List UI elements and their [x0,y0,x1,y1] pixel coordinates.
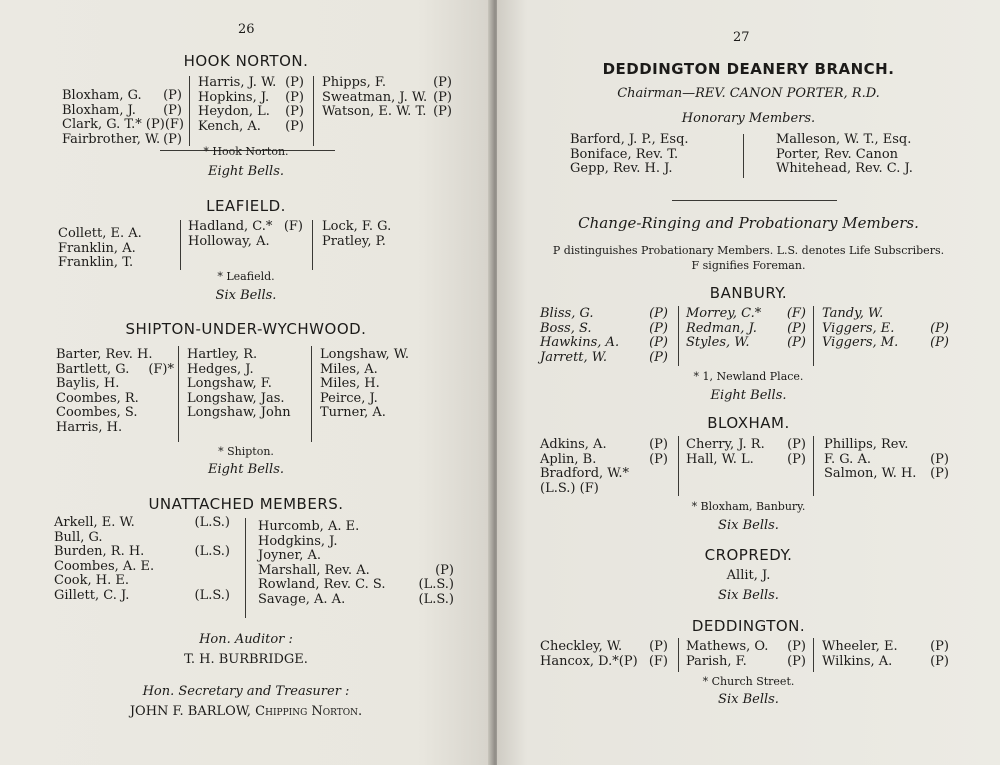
member-row: Boniface, Rev. T. [570,146,679,162]
member-name: Arkell, E. W. [54,515,135,530]
hook-norton-col1 [62,89,182,147]
divider [743,134,744,178]
member-row [540,336,668,351]
member-row [198,120,304,135]
member-row: Barford, J. P., Esq. [570,132,689,147]
member-name: Rowland, Rev. C. S. [258,577,386,592]
member-name: Bull, G. [54,529,103,545]
member-mark: (L.S.) [418,577,454,592]
chairman: Chairman—REV. CANON PORTER, R.D. [617,86,880,101]
bloxham-col1 [540,438,668,496]
member-row [58,227,178,242]
member-row [824,438,949,453]
member-name: Wilkins, A. [822,653,893,669]
shipton-bells: Eight Bells. [207,462,285,477]
member-name: F. G. A. [824,451,871,467]
member-row [54,516,230,531]
member-name: Bloxham, G. [62,88,142,103]
honorary-col2 [776,133,946,177]
member-name: Longshaw, Jas. [187,390,285,406]
member-row [198,105,304,120]
member-mark: (P) [285,104,304,119]
member-row [540,322,668,337]
member-name: Joyner, A. [258,548,322,563]
member-name: Hadland, C.* [188,219,273,234]
member-row [686,438,806,453]
banbury-note: * 1, Newland Place. [693,370,804,383]
honorary-col1 [570,133,740,177]
member-row [540,351,668,366]
member-mark: (P) [649,437,668,452]
member-mark: (P) [649,335,668,350]
member-row [187,377,307,392]
member-name: Hall, W. L. [686,451,754,467]
divider [312,220,313,270]
member-name: Phipps, F. [322,75,386,90]
member-name: Hopkins, J. [198,89,270,105]
member-row [822,307,949,322]
unattached-col1 [54,516,230,603]
member-row [56,392,174,407]
divider [813,638,814,672]
member-row [540,467,668,482]
member-name: Fairbrother, W. [62,131,161,147]
member-name: Lock, F. G. [322,219,392,234]
member-name: Adkins, A. [540,437,607,452]
member-name: Hurcomb, A. E. [258,519,360,534]
auditor-label: Hon. Auditor : [199,632,293,647]
member-name: Heydon, L. [198,104,270,119]
member-row [258,564,454,579]
member-mark: (P) [649,349,668,365]
member-row [54,574,230,589]
member-row [198,91,304,106]
bloxham-col2 [686,438,806,467]
member-row [187,406,307,421]
member-mark: (L.S.) [194,544,230,559]
member-name: Boss, S. [540,320,592,336]
deddington-bells: Six Bells. [718,692,779,707]
member-name: Harris, H. [56,419,123,435]
shipton-col1 [56,348,174,435]
member-name: Collett, E. A. [58,226,142,241]
member-row [540,482,668,497]
member-row [62,118,182,133]
member-row [198,76,304,91]
member-name: Savage, A. A. [258,591,346,607]
member-row [258,549,454,564]
member-name: Burden, R. H. [54,544,145,559]
member-name: Phillips, Rev. [824,437,909,452]
section-title-unattached: UNATTACHED MEMBERS. [148,495,344,513]
member-name: Coombes, A. E. [54,558,155,574]
member-name: Viggers, M. [822,335,899,350]
member-name: Aplin, B. [540,451,597,467]
member-name: Barter, Rev. H. [56,347,153,362]
deddington-note: * Church Street. [702,675,795,688]
member-row [322,105,452,120]
member-row [822,640,949,655]
member-name: Peirce, J. [320,390,378,406]
member-name: Hartley, R. [187,347,258,362]
member-row [822,322,949,337]
member-name: Harris, J. W. [198,75,277,90]
member-row [686,322,806,337]
member-row [320,392,430,407]
leafield-bells: Six Bells. [215,288,277,303]
divider [813,306,814,366]
section-title-shipton: SHIPTON-UNDER-WYCHWOOD. [125,320,367,338]
member-row [686,307,806,322]
member-name: Clark, G. T.* (P) [62,117,165,132]
member-name: Parish, F. [686,653,747,669]
unattached-col2 [258,520,454,607]
member-name: Hancox, D.*(P) [540,653,638,669]
member-row [320,377,430,392]
member-mark: (P) [285,118,304,134]
member-name: Hodgkins, J. [258,533,338,549]
legend-line1: P distinguishes Probationary Members. L.S. denotes Life Subscribers. [552,244,945,257]
divider [313,76,314,146]
member-mark: (F)* [148,361,174,377]
member-row [187,363,307,378]
deddington-col2 [686,640,806,669]
member-row [56,363,174,378]
hook-norton-col3 [322,76,452,120]
member-name: Kench, A. [198,118,261,134]
change-heading: Change-Ringing and Probationary Members. [578,214,919,232]
member-name: Bradford, W.* [540,466,630,481]
member-mark: (L.S.) [194,587,230,603]
member-row [322,220,422,235]
member-name: Viggers, E. [822,320,895,336]
leafield-note: * Leafield. [217,270,275,283]
member-mark: (P) [163,131,182,147]
section-title-hook-norton: HOOK NORTON. [183,52,309,70]
member-row [54,589,230,604]
member-row [188,220,303,235]
legend-line2: F signifies Foreman. [691,259,806,272]
member-row [822,336,949,351]
page-number: 27 [733,30,750,45]
member-mark: (P) [930,320,949,336]
member-mark: (P) [930,451,949,467]
member-name: Pratley, P. [322,233,386,249]
member-row [62,89,182,104]
banbury-bells: Eight Bells. [710,388,787,403]
member-name: Watson, E. W. T. [322,104,427,119]
member-row [258,535,454,550]
member-name: Gillett, C. J. [54,587,130,603]
divider [245,518,246,618]
member-row [686,453,806,468]
member-mark: (F) [283,219,303,234]
member-mark: (F) [164,117,184,132]
bloxham-note: * Bloxham, Banbury. [691,500,806,513]
member-row [258,520,454,535]
member-name: Hawkins, A. [540,335,620,350]
banbury-col2 [686,307,806,351]
member-name: Checkley, W. [540,639,623,654]
member-row [56,377,174,392]
secretary-name: JOHN F. BARLOW, Chipping Norton. [129,704,363,719]
divider [178,346,179,442]
member-row [540,655,668,670]
member-row [822,655,949,670]
member-row [540,640,668,655]
member-mark: (L.S.) [194,515,230,530]
member-mark: (P) [433,89,452,105]
member-name: Coombes, R. [56,390,139,406]
divider [678,436,679,496]
member-row [322,76,452,91]
member-row [258,578,454,593]
member-row [58,242,178,257]
member-mark: (P) [433,104,452,119]
member-name: Baylis, H. [56,376,120,391]
section-title-cropredy: CROPREDY. [704,546,793,564]
section-title-bloxham: BLOXHAM. [707,414,790,432]
divider [311,346,312,442]
member-row [322,235,422,250]
member-mark: (P) [787,653,806,669]
member-mark: (P) [930,653,949,669]
leafield-col1 [58,227,178,271]
member-name: Bliss, G. [540,306,594,321]
deddington-col1 [540,640,668,669]
member-mark: (P) [285,75,304,90]
member-mark: (P) [787,320,806,336]
member-mark: (P) [787,335,806,350]
member-row [686,336,806,351]
member-mark: (P) [285,89,304,105]
member-row [58,256,178,271]
member-row [322,91,452,106]
honorary-heading: Honorary Members. [681,111,816,126]
cropredy-bells: Six Bells. [718,588,779,603]
member-row [320,363,430,378]
secretary-label: Hon. Secretary and Treasurer : [142,684,350,699]
branch-title: DEDDINGTON DEANERY BRANCH. [602,60,895,78]
member-mark: (F) [648,653,668,669]
member-mark: (P) [435,562,454,578]
member-name: Holloway, A. [188,233,270,249]
member-row [56,348,174,363]
member-name: Miles, H. [320,376,380,391]
member-mark: (F) [786,306,806,321]
member-name: Mathews, O. [686,639,769,654]
member-name: Styles, W. [686,335,750,350]
divider [189,76,190,146]
member-row [187,348,307,363]
member-mark: (P) [649,320,668,336]
member-name: Longshaw, F. [187,376,272,391]
bloxham-bells: Six Bells. [718,518,779,533]
member-mark: (P) [930,466,949,481]
member-mark: (P) [649,639,668,654]
member-row [187,392,307,407]
member-name: Longshaw, John [187,405,291,420]
member-row [686,655,806,670]
left-page [0,0,492,765]
member-mark: (P) [433,75,452,90]
member-name: Tandy, W. [822,306,884,321]
member-mark: (P) [930,639,949,654]
member-name: (L.S.) (F) [540,480,599,496]
banbury-col3 [822,307,949,351]
member-row [56,421,174,436]
member-mark: (P) [163,102,182,118]
member-name: Cherry, J. R. [686,437,765,452]
member-name: Longshaw, W. [320,347,410,362]
member-name: Turner, A. [320,405,386,420]
member-mark: (P) [649,451,668,467]
member-name: Hedges, J. [187,361,254,377]
member-name: Marshall, Rev. A. [258,562,370,578]
hook-norton-col2 [198,76,304,134]
member-name: Wheeler, E. [822,639,898,654]
divider [678,306,679,366]
member-row [62,104,182,119]
section-title-leafield: LEAFIELD. [206,197,286,215]
bloxham-col3 [824,438,949,482]
member-name: Morrey, C.* [686,306,762,321]
member-row [56,406,174,421]
member-mark: (P) [649,306,668,321]
member-name: Bartlett, G. [56,361,130,377]
shipton-note: * Shipton. [218,445,274,458]
member-name: Redman, J. [686,320,757,336]
member-row [824,467,949,482]
banbury-col1 [540,307,668,365]
member-row: Porter, Rev. Canon [776,146,899,162]
rule [672,200,837,201]
shipton-col3 [320,348,430,421]
member-name: Sweatman, J. W. [322,89,428,105]
member-row: Gepp, Rev. H. J. [570,161,673,176]
member-name: Jarrett, W. [540,349,608,365]
member-name: Bloxham, J. [62,102,136,118]
leafield-col3 [322,220,422,249]
hook-norton-note: * Hook Norton. [203,145,289,158]
member-name: Cook, H. E. [54,573,129,588]
member-name: Miles, A. [320,361,378,377]
member-name: Salmon, W. H. [824,466,917,481]
member-mark: (L.S.) [418,591,454,607]
auditor-name: T. H. BURBRIDGE. [184,652,308,667]
member-mark: (P) [787,639,806,654]
member-row [540,438,668,453]
right-page [497,0,1000,765]
member-name: Franklin, A. [58,240,136,256]
member-row [686,640,806,655]
member-row [320,406,430,421]
member-row [320,348,430,363]
section-title-banbury: BANBURY. [709,284,788,302]
member-row [540,453,668,468]
page-number: 26 [238,22,255,37]
member-name: Franklin, T. [58,255,134,270]
member-mark: (P) [930,335,949,350]
member-row: Malleson, W. T., Esq. [776,132,912,147]
member-name: Coombes, S. [56,405,138,420]
hook-norton-bells: Eight Bells. [207,164,285,179]
member-row [824,453,949,468]
member-row [54,531,230,546]
divider [678,638,679,672]
member-mark: (P) [163,88,182,103]
cropredy-member: Allit, J. [726,568,771,583]
section-title-deddington: DEDDINGTON. [691,617,806,635]
member-row [54,545,230,560]
member-row [258,593,454,608]
deddington-col3 [822,640,949,669]
member-mark: (P) [787,437,806,452]
leafield-col2 [188,220,303,249]
member-row [188,235,303,250]
member-row: Whitehead, Rev. C. J. [776,161,913,176]
member-mark: (P) [787,451,806,467]
member-row [540,307,668,322]
member-row [54,560,230,575]
divider [813,436,814,496]
divider [180,220,181,270]
shipton-col2 [187,348,307,421]
